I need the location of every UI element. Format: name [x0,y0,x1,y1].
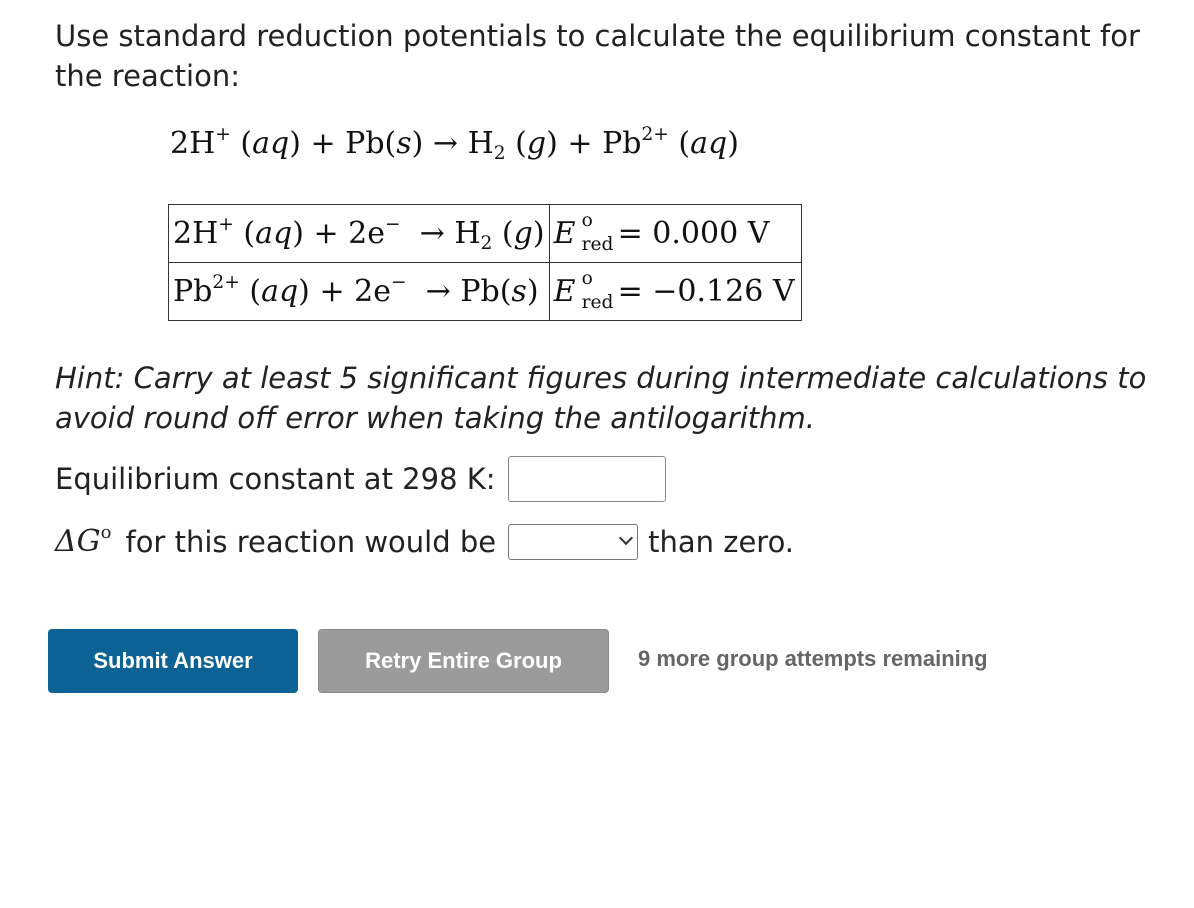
potential-value: = −0.126 V [617,274,795,309]
attempts-remaining-text: 9 more group attempts remaining [638,646,988,671]
product-2: Pb [602,126,642,161]
product-2-state: (aq) [678,126,739,161]
k-label: Equilibrium constant at 298 K: [55,462,496,496]
reactant-2-state: s [396,126,412,161]
product-1: H [467,126,494,161]
retry-entire-group-button[interactable]: Retry Entire Group [318,629,609,693]
half-reaction-row [169,205,802,263]
reactant-1-charge: + [215,123,231,145]
hint-text: Hint: Carry at least 5 significant figures during intermediate calculations to avoid round off error when taking the antilogarithm. [55,361,1147,435]
reaction-arrow: → [432,126,459,161]
e-red-symbol: E o red [553,268,614,313]
reduction-potential [549,263,801,321]
product-1-sub: 2 [493,142,506,164]
delta-g-suffix: than zero. [648,525,795,559]
reactant-1: 2H [170,126,216,161]
half-reactions-table [168,204,802,321]
submit-answer-button[interactable]: Submit Answer [48,629,298,693]
half-reaction-row [169,263,802,321]
delta-g-text: for this reaction would be [125,525,497,559]
plus-sign: + [310,126,336,161]
question-prompt: Use standard reduction potentials to calculate the equilibrium constant for the reaction: [55,19,1140,93]
delta-g-line [55,522,794,562]
reduction-potential [549,205,801,263]
delta-g-symbol: $\Delta G^o$ [55,522,112,559]
e-red-symbol: E o red [553,210,614,255]
chevron-down-icon [619,531,633,545]
reactant-2: Pb( [345,126,397,161]
reactant-2-close: ) [411,126,424,161]
equilibrium-constant-line [55,456,666,502]
potential-value: = 0.000 V [617,216,770,251]
product-2-charge: 2+ [641,123,669,145]
half-reaction-equation: 2H+ $(aq) + 2e^- \to H_2$ (g) [169,205,550,263]
product-1-state: (g) [515,126,558,161]
equilibrium-constant-input[interactable] [508,456,666,502]
half-reaction-equation: $Pb^{2+}$ (aq) + 2e− → Pb(s) [169,263,550,321]
reactant-1-state: (aq) [240,126,301,161]
overall-reaction [170,123,739,164]
delta-g-select[interactable] [508,524,638,560]
plus-sign: + [567,126,593,161]
